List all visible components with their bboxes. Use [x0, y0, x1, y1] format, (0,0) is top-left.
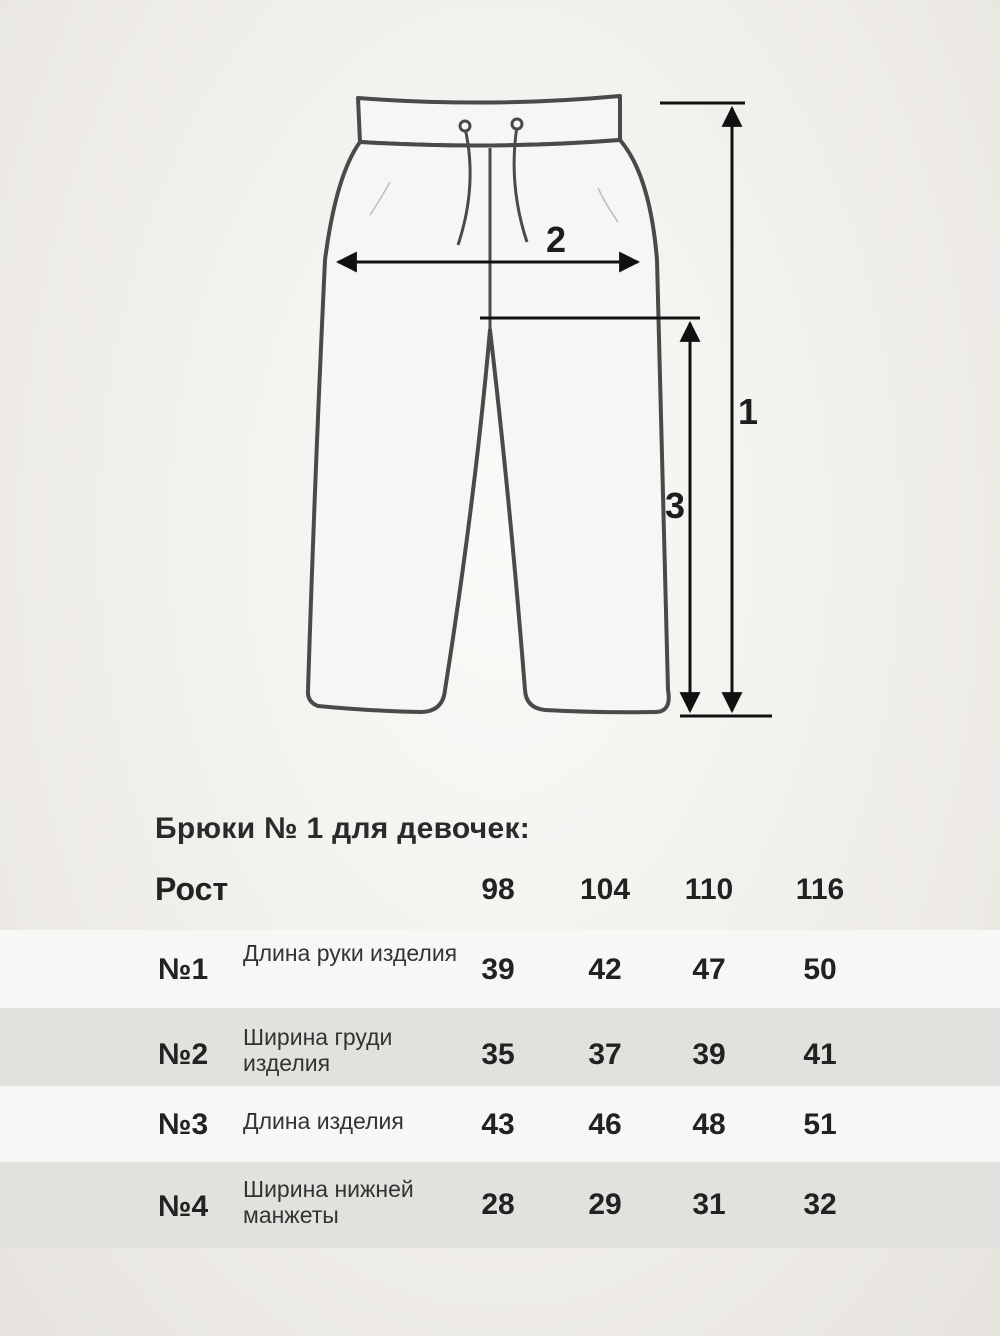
row-value: 31 [692, 1188, 726, 1221]
pants-outline [308, 96, 669, 712]
row-number: №4 [158, 1190, 209, 1223]
row-value: 28 [481, 1188, 515, 1221]
row-value: 29 [588, 1188, 622, 1221]
waistband [358, 96, 620, 146]
height-header: Рост [155, 871, 229, 907]
measure-1-label: 1 [738, 391, 759, 432]
measure-3-label: 3 [665, 485, 686, 526]
row-description: Длина изделия [243, 1108, 404, 1134]
measure-2-label: 2 [546, 219, 567, 260]
size-116: 116 [795, 873, 845, 906]
row-value: 39 [481, 953, 515, 986]
row-value: 39 [692, 1038, 726, 1071]
row-description: Ширина нижней манжеты [243, 1176, 414, 1228]
row-number: №2 [158, 1038, 209, 1071]
row-value: 43 [481, 1108, 515, 1141]
table-row [0, 1162, 1000, 1248]
row-value: 35 [481, 1038, 515, 1071]
table-title: Брюки № 1 для девочек: [155, 812, 531, 845]
eyelet-right [512, 119, 522, 129]
row-value: 42 [588, 953, 622, 986]
eyelet-left [460, 121, 470, 131]
row-description: Длина руки изделия [243, 940, 458, 966]
row-value: 51 [803, 1108, 837, 1141]
row-value: 50 [803, 953, 837, 986]
table-row [0, 1008, 1000, 1086]
size-98: 98 [481, 873, 515, 906]
table-row [0, 930, 1000, 1008]
size-110: 110 [684, 873, 734, 906]
row-value: 41 [803, 1038, 837, 1071]
size-104: 104 [579, 873, 631, 906]
row-value: 47 [692, 953, 726, 986]
row-description: Ширина груди изделия [243, 1024, 393, 1076]
row-value: 46 [588, 1108, 622, 1141]
pants-legs [308, 140, 669, 712]
size-header-row [0, 865, 1000, 915]
row-value: 48 [692, 1108, 726, 1141]
row-number: №1 [158, 953, 209, 986]
row-value: 32 [803, 1188, 837, 1221]
row-number: №3 [158, 1108, 209, 1141]
row-value: 37 [588, 1038, 622, 1071]
table-row [0, 1086, 1000, 1162]
